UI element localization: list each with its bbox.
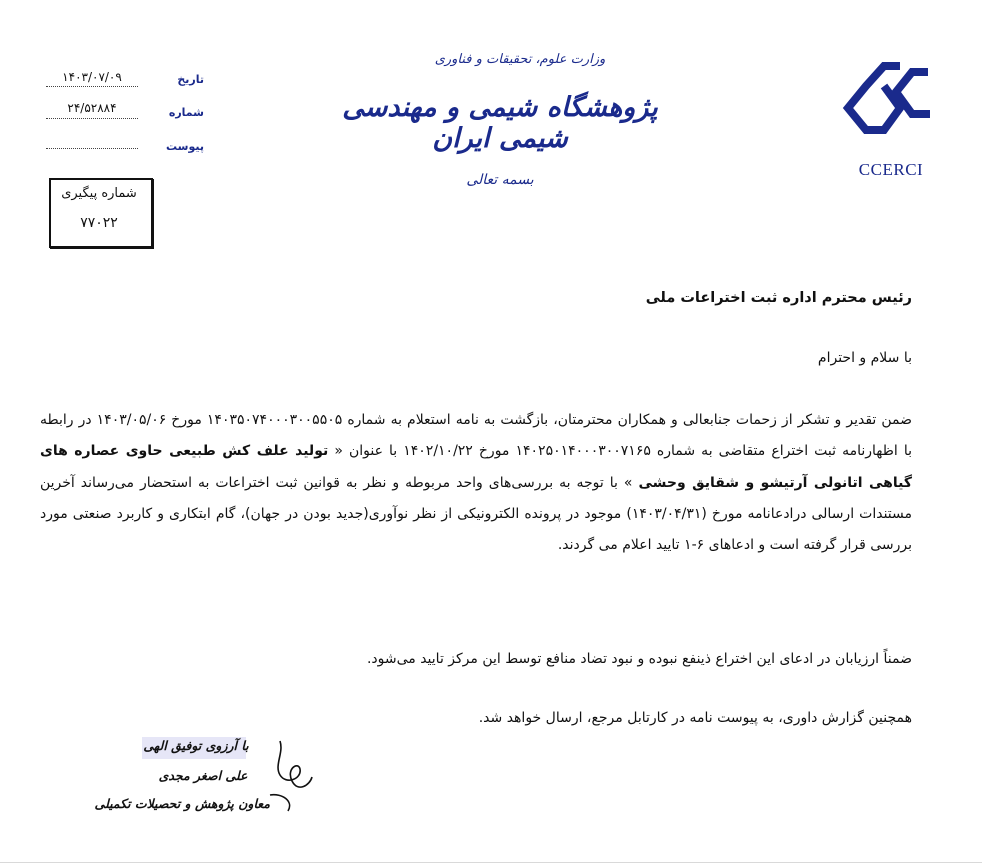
number-value: ۲۴/۵۲۸۸۴ [67, 101, 117, 115]
date-value: ۱۴۰۳/۰۷/۰۹ [62, 70, 122, 84]
signer-title: معاون پژوهش و تحصیلات تکمیلی [94, 796, 270, 811]
institute-name: پژوهشگاه شیمی و مهندسی شیمی ایران [342, 92, 658, 154]
bismillah: بسمه تعالی [466, 172, 534, 188]
attachment-label: پیوست [166, 140, 204, 153]
tracking-label: شماره پیگیری [61, 186, 137, 201]
ccerci-logo-icon [838, 58, 944, 142]
main-paragraph [40, 405, 912, 561]
number-label: شماره [168, 106, 204, 119]
date-label: تاریخ [177, 73, 204, 86]
attachment-line [46, 134, 138, 149]
conflict-paragraph: ضمناً ارزیابان در ادعای این اختراع ذینفع نبوده و نبود تضاد منافع توسط این مرکز تایید می‌شود. [366, 651, 912, 667]
signature-scribble-icon [250, 735, 320, 815]
tracking-number: ۷۷۰۲۲ [80, 215, 118, 231]
signer-name: علی اصغر مجدی [158, 768, 248, 783]
signature-greeting: با آرزوی توفیق الهی [143, 738, 249, 753]
greeting: با سلام و احترام [817, 350, 912, 366]
ministry-name: وزارت علوم، تحقیقات و فناوری [434, 52, 606, 67]
logo-text: CCERCI [858, 160, 924, 179]
recipient: رئیس محترم اداره ثبت اختراعات ملی [645, 290, 912, 306]
main-paragraph-part2: » با توجه به بررسی‌های واحد مربوطه و نظر به قوانین ثبت اختراعات به استحضار می‌رساند آخرین مستندات ارسالی درادعانامه مورخ (۱۴۰۳/۰۴/۳۱) موجود در پرونده الکترونیکی از نظر نوآوری(جدید بودن در جهان)، گام ابتکاری و کاربرد صنعتی مورد بررسی قرار گرفته است و ادعاهای ۶-۱ تایید اعلام می گردند. [40, 474, 913, 554]
report-paragraph: همچنین گزارش داوری، به پیوست نامه در کارتابل مرجع، ارسال خواهد شد. [478, 710, 912, 726]
main-paragraph-part1: ضمن تقدیر و تشکر از زحمات جنابعالی و همکاران محترمتان، بازگشت به نامه استعلام به شماره ۱۴۰۳۵۰۷۴۰۰۰۳۰۰۵۵۰۵ مورخ ۱۴۰۳/۰۵/۰۶ در رابطه با اظهارنامه ثبت اختراع متقاضی به شماره ۱۴۰۲۵۰۱۴۰۰۰۳۰۰۷۱۶۵ مورخ ۱۴۰۲/۱۰/۲۲ با عنوان « [40, 412, 913, 460]
invention-title: تولید علف کش طبیعی حاوی عصاره های گیاهی اتانولی آرتیشو و شقایق وحشی [40, 443, 912, 491]
bottom-divider [0, 862, 982, 863]
